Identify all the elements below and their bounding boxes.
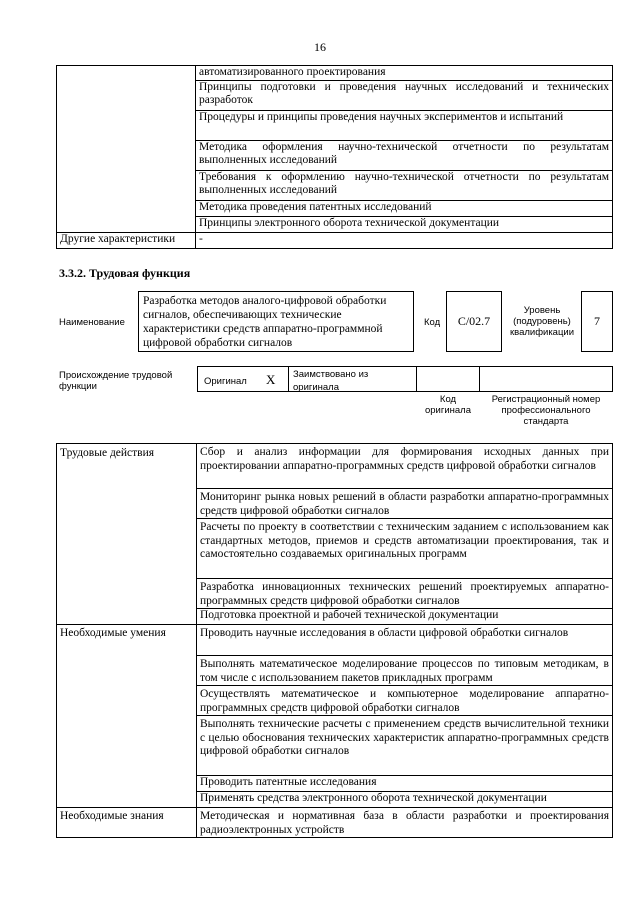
table-row: Мониторинг рынка новых решений в области разработки аппаратно-программных средств цифровой обработки сигналов (197, 489, 613, 519)
code-label: Код (424, 317, 441, 328)
knowledge-item: Методика проведения патентных исследований (196, 200, 613, 216)
borrowed-label: Заимствовано из оригинала (293, 369, 369, 393)
knowledge-item: автоматизированного проектирования (196, 66, 613, 81)
qualification-level-label: Уровень (подуровень) квалификации (509, 305, 575, 338)
section-title: 3.3.2. Трудовая функция (59, 266, 191, 280)
table-row: Выполнять технические расчеты с применением средств вычислительной техники с целью обоснования технических характеристик аппаратно-программных средств цифровой обработки сигналов (197, 716, 613, 776)
table-row: Сбор и анализ информации для формирования исходных данных при проектировании аппаратно-программных средств цифровой обработки сигналов (197, 444, 613, 489)
reg-number-box (479, 366, 613, 392)
function-code: C/02.7 (446, 291, 502, 352)
function-name: Разработка методов аналого-цифровой обработки сигналов, обеспечивающих технические характеристики средств аппаратно-программной цифровой обработки сигналов (138, 291, 414, 352)
group-label-skills: Необходимые умения (57, 625, 197, 808)
original-label: Оригинал (204, 376, 247, 387)
knowledge-item: Принципы электронного оборота технической документации (196, 216, 613, 232)
table-row: Расчеты по проекту в соответствии с техническим заданием с использованием как стандартных методов, приемов и средств автоматизации проектирования, так и самостоятельно создаваемых оригинальных программ (197, 519, 613, 579)
group-label-knowledge: Необходимые знания (57, 808, 197, 838)
table-row: Проводить патентные исследования (197, 776, 613, 792)
knowledge-item: Требования к оформлению научно-технической отчетности по результатам выполненных исследований (196, 170, 613, 200)
table-row: Осуществлять математическое и компьютерное моделирование аппаратно-программных средств цифровой обработки сигналов (197, 686, 613, 716)
table-row: Методическая и нормативная база в области разработки и проектирования радиоэлектронных устройств (197, 808, 613, 838)
row-label-empty (57, 66, 196, 233)
table-row: Проводить научные исследования в области цифровой обработки сигналов (197, 625, 613, 656)
table-row: Разработка инновационных технических решений проектируемых аппаратно-программных средств цифровой обработки сигналов (197, 579, 613, 609)
origin-label: Происхождение трудовой функции (59, 370, 173, 392)
table-row: Выполнять математическое моделирование процессов по типовым методикам, в том числе с использованием пакетов прикладных программ (197, 656, 613, 686)
origin-code-box (416, 366, 480, 392)
table-row: Применять средства электронного оборота технической документации (197, 792, 613, 808)
other-characteristics-label: Другие характеристики (57, 232, 196, 248)
knowledge-table-continued (56, 65, 613, 249)
page-number: 16 (314, 40, 326, 54)
labour-function-table (56, 443, 613, 838)
name-label: Наименование (59, 317, 125, 328)
other-characteristics-value: - (196, 232, 613, 248)
reg-number-caption: Регистрационный номер профессионального стандарта (491, 394, 601, 427)
group-label-actions: Трудовые действия (57, 444, 197, 625)
original-box (197, 366, 289, 392)
original-mark: X (266, 372, 276, 387)
table-row: Подготовка проектной и рабочей технической документации (197, 609, 613, 625)
borrowed-box (288, 366, 417, 392)
knowledge-item: Процедуры и принципы проведения научных экспериментов и испытаний (196, 110, 613, 140)
origin-code-caption: Код оригинала (424, 394, 471, 416)
qualification-level-value: 7 (581, 291, 613, 352)
knowledge-item: Методика оформления научно-технической отчетности по результатам выполненных исследований (196, 140, 613, 170)
knowledge-item: Принципы подготовки и проведения научных исследований и технических разработок (196, 80, 613, 110)
